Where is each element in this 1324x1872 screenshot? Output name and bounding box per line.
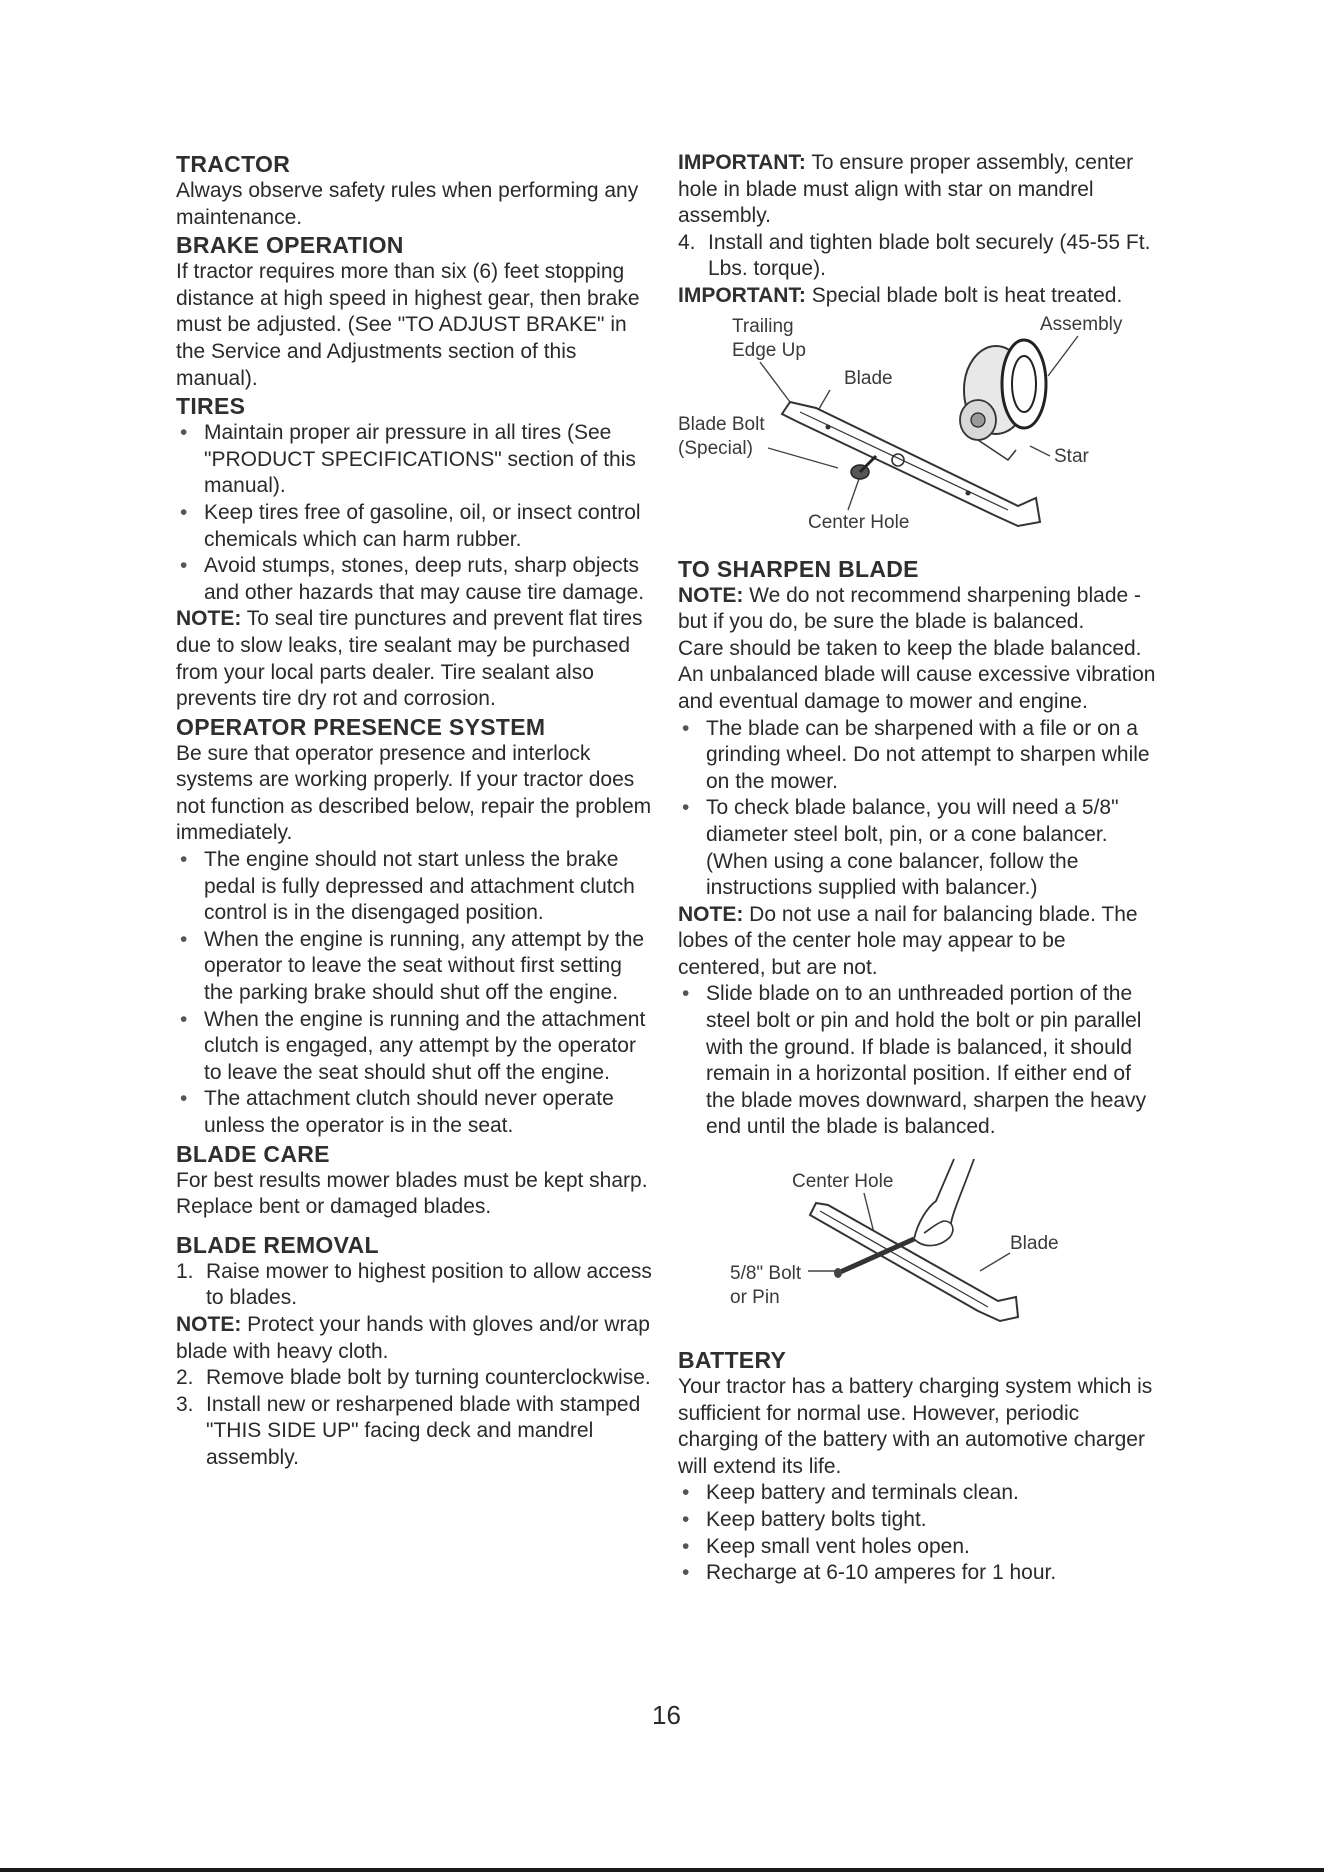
mandrel-label: Assembly: [1040, 313, 1123, 335]
brake-text: If tractor requires more than six (6) feet stopping distance at high speed in highest gear, then brake must be adjusted. (See "TO ADJUST BRAKE" in the Service and Adjustments section of this manual).: [176, 260, 640, 390]
battery-heading: BATTERY: [678, 1347, 787, 1374]
sharpen-list: [678, 716, 1158, 902]
bolt-label: or Pin: [730, 1287, 780, 1309]
bottom-rule: [0, 1868, 1324, 1872]
sharpen-heading: TO SHARPEN BLADE: [678, 555, 919, 582]
left-column: [176, 150, 656, 1472]
blade-care-text: For best results mower blades must be kept sharp. Replace bent or damaged blades.: [176, 1168, 648, 1219]
list-item: • Avoid stumps, stones, deep ruts, sharp objects and other hazards that may cause tire damage.: [176, 553, 656, 606]
list-item: • When the engine is running, any attempt by the operator to leave the seat without first setting the parking brake should shut off the engine.: [176, 927, 656, 1007]
sharpen-text: Care should be taken to keep the blade balanced. An unbalanced blade will cause excessive vibration and eventual damage to mower and engine.: [678, 636, 1156, 713]
ops-heading: OPERATOR PRESENCE SYSTEM: [176, 713, 546, 740]
brake-heading: BRAKE OPERATION: [176, 232, 404, 259]
blade-care-heading: BLADE CARE: [176, 1140, 330, 1167]
sharpen-note-2: NOTE: Do not use a nail for balancing blade. The lobes of the center hole may appear to be centered, but are not.: [678, 902, 1138, 979]
list-item: • Keep small vent holes open.: [678, 1534, 1158, 1561]
blade-bolt-label: (Special): [678, 437, 753, 459]
star-label: Star: [1054, 445, 1089, 467]
list-item: • The attachment clutch should never operate unless the operator is in the seat.: [176, 1086, 656, 1139]
list-item: • Keep tires free of gasoline, oil, or insect control chemicals which can harm rubber.: [176, 500, 656, 553]
blade-balance-diagram: [678, 1141, 1158, 1341]
ops-text: Be sure that operator presence and interlock systems are working properly. If your tractor does not function as described below, repair the problem immediately.: [176, 741, 652, 845]
note-label: NOTE:: [678, 583, 744, 607]
blade-removal-steps-b: [176, 1365, 656, 1471]
blade-removal-heading: BLADE REMOVAL: [176, 1231, 379, 1258]
note-label: NOTE:: [176, 1312, 242, 1336]
blade-label: Blade: [844, 367, 893, 389]
list-item: • The engine should not start unless the brake pedal is fully depressed and attachment clutch control is in the disengaged position.: [176, 847, 656, 927]
step-item: 1. Raise mower to highest position to allow access to blades.: [176, 1259, 652, 1310]
step-item: 2. Remove blade bolt by turning counterclockwise.: [176, 1366, 651, 1390]
list-item: • Maintain proper air pressure in all tires (See "PRODUCT SPECIFICATIONS" section of this manual).: [176, 420, 656, 500]
important-note-2: IMPORTANT: Special blade bolt is heat treated.: [678, 283, 1123, 307]
tractor-text: Always observe safety rules when performing any maintenance.: [176, 179, 639, 229]
blade-assembly-diagram: [678, 310, 1158, 550]
note-label: NOTE:: [678, 902, 744, 926]
page-number: 16: [652, 1700, 681, 1730]
right-column: [678, 150, 1158, 1587]
install-step: [678, 230, 1158, 283]
blade-label: Blade: [1010, 1233, 1059, 1255]
blade-removal-note: [176, 1312, 656, 1365]
list-item: • Keep battery bolts tight.: [678, 1507, 1158, 1534]
list-item: • Keep battery and terminals clean.: [678, 1480, 1158, 1507]
mandrel-label: [1040, 310, 1109, 313]
list-item: • The blade can be sharpened with a file or on a grinding wheel. Do not attempt to sharpen while on the mower.: [678, 716, 1158, 796]
list-item: • To check blade balance, you will need a 5/8" diameter steel bolt, pin, or a cone balancer. (When using a cone balancer, follow the instructions supplied with balancer.): [678, 795, 1158, 901]
tires-note: [176, 606, 656, 712]
blade-assembly-figure: [678, 310, 1158, 555]
blade-bolt-label: Blade Bolt: [678, 413, 765, 435]
step-item: 3. Install new or resharpened blade with stamped "THIS SIDE UP" facing deck and mandrel assembly.: [176, 1392, 641, 1469]
list-item: • When the engine is running and the attachment clutch is engaged, any attempt by the operator to leave the seat should shut off the engine.: [176, 1007, 656, 1087]
center-hole-label: Center Hole: [792, 1171, 894, 1193]
battery-list: [678, 1480, 1158, 1586]
tires-heading: TIRES: [176, 393, 246, 420]
ops-list: [176, 847, 656, 1140]
list-item: • Recharge at 6-10 amperes for 1 hour.: [678, 1560, 1158, 1587]
tractor-heading: TRACTOR: [176, 151, 291, 177]
note-label: NOTE:: [176, 607, 242, 631]
battery-text: Your tractor has a battery charging system which is sufficient for normal use. However, periodic charging of the battery with an automotive charger will extend its life.: [678, 1375, 1153, 1478]
blade-removal-steps-a: [176, 1259, 656, 1312]
blade-balance-figure: [678, 1141, 1158, 1346]
trailing-edge-label: Edge Up: [732, 339, 806, 361]
important-label: IMPORTANT:: [678, 151, 806, 174]
bolt-label: 5/8" Bolt: [730, 1263, 802, 1285]
note-text: Protect your hands with gloves and/or wrap blade with heavy cloth.: [176, 1312, 650, 1363]
balance-list: [678, 981, 1158, 1141]
trailing-edge-label: Trailing: [732, 315, 794, 337]
list-item: • Slide blade on to an unthreaded portion of the steel bolt or pin and hold the bolt or pin parallel with the ground. If blade is balanced, it should remain in a horizontal position. If either end of the blade moves downward, sharpen the heavy end until the blade is balanced.: [678, 981, 1158, 1141]
tires-list: [176, 420, 656, 606]
step-item: 4. Install and tighten blade bolt securely (45-55 Ft. Lbs. torque).: [678, 230, 1151, 281]
note-text: To seal tire punctures and prevent flat tires due to slow leaks, tire sealant may be purchased from your local parts dealer. Tire sealant also prevents tire dry rot and corrosion.: [176, 607, 643, 711]
important-note-1: IMPORTANT: To ensure proper assembly, center hole in blade must align with star on mandrel assembly.: [678, 151, 1134, 228]
center-hole-label: Center Hole: [808, 511, 910, 533]
important-label: IMPORTANT:: [678, 283, 806, 307]
sharpen-note-1: NOTE: We do not recommend sharpening blade - but if you do, be sure the blade is balanced.: [678, 583, 1142, 634]
